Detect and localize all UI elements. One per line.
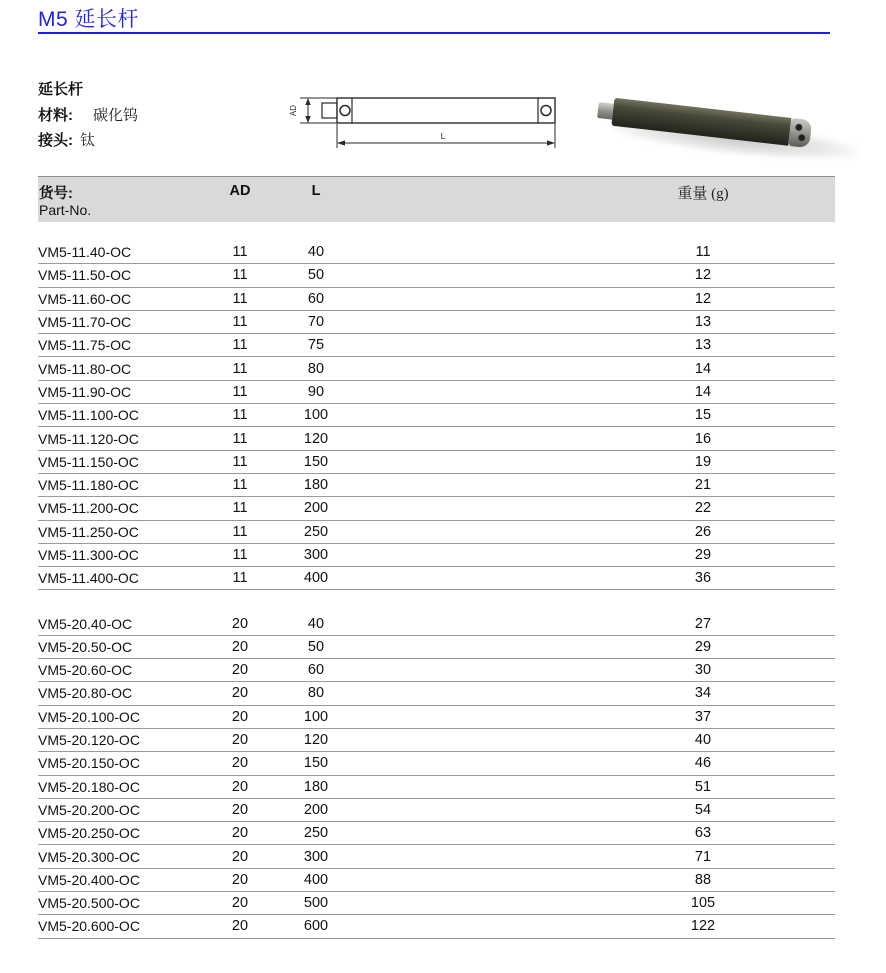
product-name: 延长杆 bbox=[38, 81, 84, 98]
l-cell: 180 bbox=[303, 477, 329, 494]
part-no-cell: VM5-11.300-OC bbox=[38, 547, 139, 563]
table-row bbox=[38, 334, 835, 357]
header-weight: 重量 (g) bbox=[677, 186, 729, 202]
weight-cell: 40 bbox=[694, 732, 712, 749]
l-cell: 150 bbox=[303, 755, 329, 772]
part-no-cell: VM5-20.40-OC bbox=[38, 615, 133, 632]
table-lead-gap bbox=[38, 222, 835, 241]
weight-cell: 88 bbox=[694, 871, 712, 888]
table-row bbox=[38, 427, 835, 450]
part-no-cell: VM5-11.120-OC bbox=[38, 430, 139, 447]
material-value: 碳化钨 bbox=[93, 108, 139, 124]
weight-cell: 63 bbox=[694, 825, 712, 842]
weight-cell: 21 bbox=[694, 477, 712, 494]
table-row bbox=[38, 241, 835, 264]
part-no-cell: VM5-11.150-OC bbox=[38, 453, 139, 470]
part-no-cell: VM5-20.180-OC bbox=[38, 778, 140, 795]
ad-cell: 20 bbox=[231, 848, 249, 865]
product-material-line bbox=[38, 104, 138, 125]
l-cell: 70 bbox=[307, 314, 325, 331]
l-cell: 40 bbox=[307, 615, 325, 632]
l-cell: 400 bbox=[303, 871, 329, 888]
table-row bbox=[38, 729, 835, 752]
part-no-cell: VM5-11.50-OC bbox=[38, 267, 132, 284]
table-row bbox=[38, 357, 835, 380]
table-row bbox=[38, 776, 835, 799]
weight-cell: 54 bbox=[694, 801, 712, 818]
table-row bbox=[38, 869, 835, 892]
ad-cell: 11 bbox=[232, 407, 248, 424]
header-part-no-zh: 货号: bbox=[39, 186, 73, 202]
l-cell: 50 bbox=[307, 267, 325, 284]
part-no-cell: VM5-11.200-OC bbox=[38, 500, 139, 517]
ad-cell: 11 bbox=[232, 570, 248, 587]
header-ad: AD bbox=[229, 183, 251, 199]
part-no-cell: VM5-11.70-OC bbox=[38, 314, 132, 331]
table-row bbox=[38, 264, 835, 287]
weight-cell: 51 bbox=[694, 778, 712, 795]
l-cell: 300 bbox=[303, 848, 329, 865]
table-row bbox=[38, 497, 835, 520]
ad-cell: 11 bbox=[232, 267, 248, 284]
weight-cell: 34 bbox=[694, 685, 712, 702]
part-no-cell: VM5-11.90-OC bbox=[38, 383, 132, 400]
part-no-cell: VM5-11.40-OC bbox=[38, 244, 132, 261]
part-no-cell: VM5-11.250-OC bbox=[38, 523, 139, 540]
ad-cell: 11 bbox=[232, 337, 248, 354]
weight-cell: 46 bbox=[694, 755, 712, 772]
table-header bbox=[38, 176, 835, 222]
table-row bbox=[38, 799, 835, 822]
part-no-cell: VM5-20.80-OC bbox=[38, 685, 133, 702]
ad-cell: 11 bbox=[232, 477, 248, 494]
l-cell: 80 bbox=[307, 360, 325, 377]
ad-cell: 20 bbox=[231, 638, 249, 655]
l-cell: 250 bbox=[303, 523, 329, 540]
parts-table bbox=[38, 176, 835, 939]
l-cell: 120 bbox=[303, 430, 329, 447]
part-no-cell: VM5-20.500-OC bbox=[38, 895, 140, 912]
ad-cell: 20 bbox=[231, 708, 249, 725]
part-no-cell: VM5-20.600-OC bbox=[38, 918, 140, 935]
product-photo bbox=[592, 76, 882, 171]
part-no-cell: VM5-20.250-OC bbox=[38, 825, 140, 842]
ad-cell: 11 bbox=[232, 314, 248, 331]
table-body bbox=[38, 222, 835, 939]
title-divider bbox=[38, 32, 830, 34]
photo-endcap-hole bbox=[795, 123, 803, 131]
l-cell: 40 bbox=[307, 244, 325, 261]
ad-cell: 20 bbox=[231, 615, 249, 632]
dim-ad-label: AD bbox=[289, 104, 298, 117]
l-cell: 60 bbox=[307, 662, 325, 679]
table-row bbox=[38, 404, 835, 427]
ad-cell: 11 bbox=[232, 244, 248, 261]
l-cell: 75 bbox=[307, 337, 325, 354]
l-cell: 180 bbox=[303, 778, 329, 795]
part-no-cell: VM5-20.300-OC bbox=[38, 848, 140, 865]
l-cell: 100 bbox=[303, 407, 329, 424]
weight-cell: 22 bbox=[694, 500, 712, 517]
table-row bbox=[38, 544, 835, 567]
ad-cell: 11 bbox=[232, 500, 248, 517]
l-cell: 80 bbox=[307, 685, 325, 702]
l-cell: 300 bbox=[303, 547, 329, 563]
table-row bbox=[38, 451, 835, 474]
material-label: 材料: bbox=[38, 107, 73, 124]
l-cell: 600 bbox=[303, 918, 329, 935]
weight-cell: 11 bbox=[695, 244, 711, 261]
weight-cell: 13 bbox=[694, 314, 712, 331]
weight-cell: 122 bbox=[690, 918, 716, 935]
weight-cell: 105 bbox=[690, 895, 716, 912]
weight-cell: 16 bbox=[694, 430, 712, 447]
l-cell: 400 bbox=[303, 570, 329, 587]
table-group-gap bbox=[38, 590, 835, 612]
ad-cell: 20 bbox=[231, 871, 249, 888]
part-no-cell: VM5-20.100-OC bbox=[38, 708, 140, 725]
part-no-cell: VM5-11.400-OC bbox=[38, 570, 139, 587]
part-no-cell: VM5-11.60-OC bbox=[38, 290, 132, 307]
ad-cell: 20 bbox=[231, 755, 249, 772]
weight-cell: 29 bbox=[694, 638, 712, 655]
joint-value: 钛 bbox=[80, 133, 96, 149]
ad-cell: 11 bbox=[232, 453, 248, 470]
table-row bbox=[38, 381, 835, 404]
part-no-cell: VM5-20.60-OC bbox=[38, 662, 133, 679]
table-row bbox=[38, 752, 835, 775]
table-row bbox=[38, 682, 835, 705]
part-no-cell: VM5-20.120-OC bbox=[38, 732, 140, 749]
l-cell: 90 bbox=[307, 383, 325, 400]
ad-cell: 20 bbox=[231, 662, 249, 679]
table-row bbox=[38, 845, 835, 868]
table-row bbox=[38, 521, 835, 544]
l-cell: 50 bbox=[307, 638, 325, 655]
header-l: L bbox=[311, 183, 321, 199]
table-row bbox=[38, 822, 835, 845]
weight-cell: 26 bbox=[694, 523, 712, 540]
l-cell: 120 bbox=[303, 732, 329, 749]
table-row bbox=[38, 288, 835, 311]
part-no-cell: VM5-11.180-OC bbox=[38, 477, 139, 494]
weight-cell: 29 bbox=[694, 547, 712, 563]
weight-cell: 19 bbox=[694, 453, 712, 470]
part-no-cell: VM5-20.150-OC bbox=[38, 755, 140, 772]
ad-cell: 20 bbox=[231, 825, 249, 842]
table-row bbox=[38, 567, 835, 590]
ad-cell: 11 bbox=[232, 547, 248, 563]
weight-cell: 37 bbox=[694, 708, 712, 725]
part-no-cell: VM5-20.200-OC bbox=[38, 801, 140, 818]
l-cell: 60 bbox=[307, 290, 325, 307]
joint-label: 接头: bbox=[38, 132, 73, 149]
table-row bbox=[38, 311, 835, 334]
ad-cell: 11 bbox=[232, 383, 248, 400]
weight-cell: 71 bbox=[694, 848, 712, 865]
l-cell: 150 bbox=[303, 453, 329, 470]
ad-cell: 20 bbox=[231, 918, 249, 935]
weight-cell: 14 bbox=[694, 383, 712, 400]
l-cell: 500 bbox=[303, 895, 329, 912]
part-no-cell: VM5-20.50-OC bbox=[38, 638, 133, 655]
weight-cell: 36 bbox=[694, 570, 712, 587]
photo-endcap-hole bbox=[798, 134, 806, 142]
ad-cell: 11 bbox=[232, 290, 248, 307]
l-cell: 100 bbox=[303, 708, 329, 725]
weight-cell: 12 bbox=[694, 267, 712, 284]
weight-cell: 14 bbox=[694, 360, 712, 377]
part-no-cell: VM5-11.75-OC bbox=[38, 337, 132, 354]
ad-cell: 20 bbox=[231, 778, 249, 795]
ad-cell: 20 bbox=[231, 895, 249, 912]
table-row bbox=[38, 659, 835, 682]
page-title: M5 延长杆 bbox=[38, 8, 140, 31]
table-row bbox=[38, 892, 835, 915]
technical-drawing bbox=[285, 80, 575, 155]
part-no-cell: VM5-11.100-OC bbox=[38, 407, 139, 424]
header-part-no-en: Part-No. bbox=[39, 202, 92, 218]
product-joint-line bbox=[38, 129, 95, 150]
table-row bbox=[38, 706, 835, 729]
ad-cell: 20 bbox=[231, 801, 249, 818]
table-row bbox=[38, 915, 835, 938]
table-row bbox=[38, 612, 835, 635]
l-cell: 200 bbox=[303, 500, 329, 517]
ad-cell: 11 bbox=[232, 430, 248, 447]
photo-rod-endcap bbox=[788, 118, 812, 148]
dim-l-label: L bbox=[440, 131, 446, 141]
weight-cell: 30 bbox=[694, 662, 712, 679]
table-row bbox=[38, 636, 835, 659]
part-no-cell: VM5-20.400-OC bbox=[38, 871, 140, 888]
table-row bbox=[38, 474, 835, 497]
weight-cell: 27 bbox=[694, 615, 712, 632]
weight-cell: 13 bbox=[694, 337, 712, 354]
ad-cell: 11 bbox=[232, 523, 248, 540]
weight-cell: 12 bbox=[694, 290, 712, 307]
ad-cell: 20 bbox=[231, 732, 249, 749]
ad-cell: 20 bbox=[231, 685, 249, 702]
weight-cell: 15 bbox=[694, 407, 712, 424]
ad-cell: 11 bbox=[232, 360, 248, 377]
l-cell: 200 bbox=[303, 801, 329, 818]
part-no-cell: VM5-11.80-OC bbox=[38, 360, 132, 377]
l-cell: 250 bbox=[303, 825, 329, 842]
